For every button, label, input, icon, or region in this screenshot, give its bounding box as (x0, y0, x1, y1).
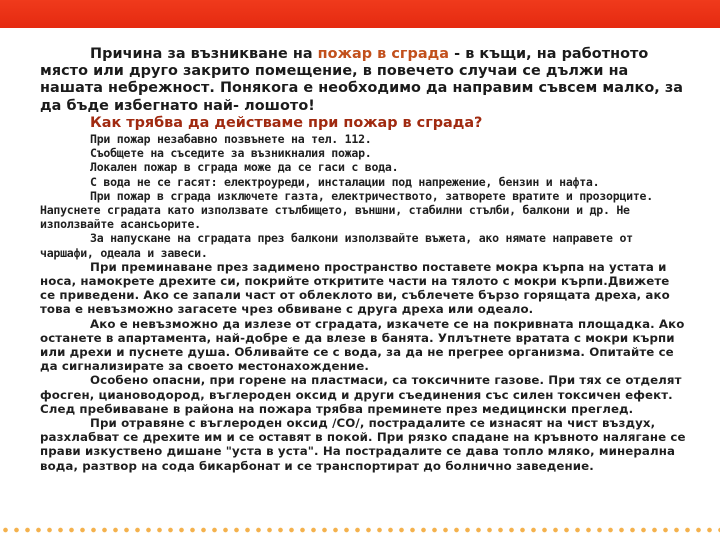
paragraph-toxic-gases: Особено опасни, при горене на пластмаси, са токсичните газове. При тях се отделят фосген, циановодород, въглероден оксид и други съединения със силен токсичен ефект. След пребиваване в района на пожара трябва преминете през медицински преглед. (40, 373, 682, 416)
intro-text-end: - в къщи, на работното място или друго закрито помещение, в повечето случаи се дължи на нашата небрежност. Понякога е необходимо да направим съвсем малко, за да бъде избегнато най- лошото! (40, 46, 684, 114)
intro-highlight: пожар в сграда (317, 46, 450, 62)
paragraph-evacuate: При пожар в сграда изключете газта, електричеството, затворете вратите и прозорците. Напуснете сградата като използвате стълбището, външни, стабилни стълби, балкони и др. Не използвайте асансьорите. (40, 188, 653, 232)
paragraph-notify-neighbors: Съобщете на съседите за възникналия пожар. (90, 146, 372, 161)
paragraph-no-water: С вода не се гасят: електроуреди, инсталации под напрежение, бензин и нафта. (90, 174, 600, 189)
section-heading: Как трябва да действаме при пожар в сграда? (90, 114, 483, 131)
paragraph-roof: Ако е невъзможно да излезе от сградата, изкачете се на покривната площадка. Ако останете в апартамента, най-добре е да влезе в банята. Уплътнете вратата с мокри кърпи или дрехи и пуснете душа. Обливайте се с вода, за да не прегрее организма. Опитайте се да сигнализирате за своето местонахождение. (40, 316, 685, 374)
document-body (40, 46, 688, 473)
paragraph-smoke: При преминаване през задимено пространство поставете мокра кърпа на устата и носа, намокрете дрехите си, покрийте откритите части на тялото с мокри кърпи.Движете се приведени. Ако се запали част от облеклото ви, съблечете бързо горящата дреха, ако това е невъзможно загасете чрез обвиване с друга дреха или одеало. (40, 259, 670, 317)
intro-text-start: Причина за възникване на (90, 46, 318, 62)
decorative-dot-border (0, 520, 720, 540)
paragraph-local-fire: Локален пожар в сграда може да се гаси с вода. (90, 160, 399, 175)
top-banner (0, 0, 720, 28)
paragraph-call-112: При пожар незабавно позвънете на тел. 112. (90, 132, 372, 147)
paragraph-co-poisoning: При отравяне с въглероден оксид /СО/, пострадалите се изнасят на чист въздух, разхлабват се дрехите им и се оставят в покой. При рязко спадане на кръвното налягане се прави изкуствено дишане "уста в уста". На пострадалите се дава топло мляко, минерална вода, разтвор на сода бикарбонат и се транспортират до болнично заведение. (40, 416, 686, 473)
paragraph-balconies: За напускане на сградата през балкони използвайте въжета, ако нямате направете от чаршафи, одеала и завеси. (40, 231, 633, 260)
intro-paragraph (40, 46, 688, 115)
